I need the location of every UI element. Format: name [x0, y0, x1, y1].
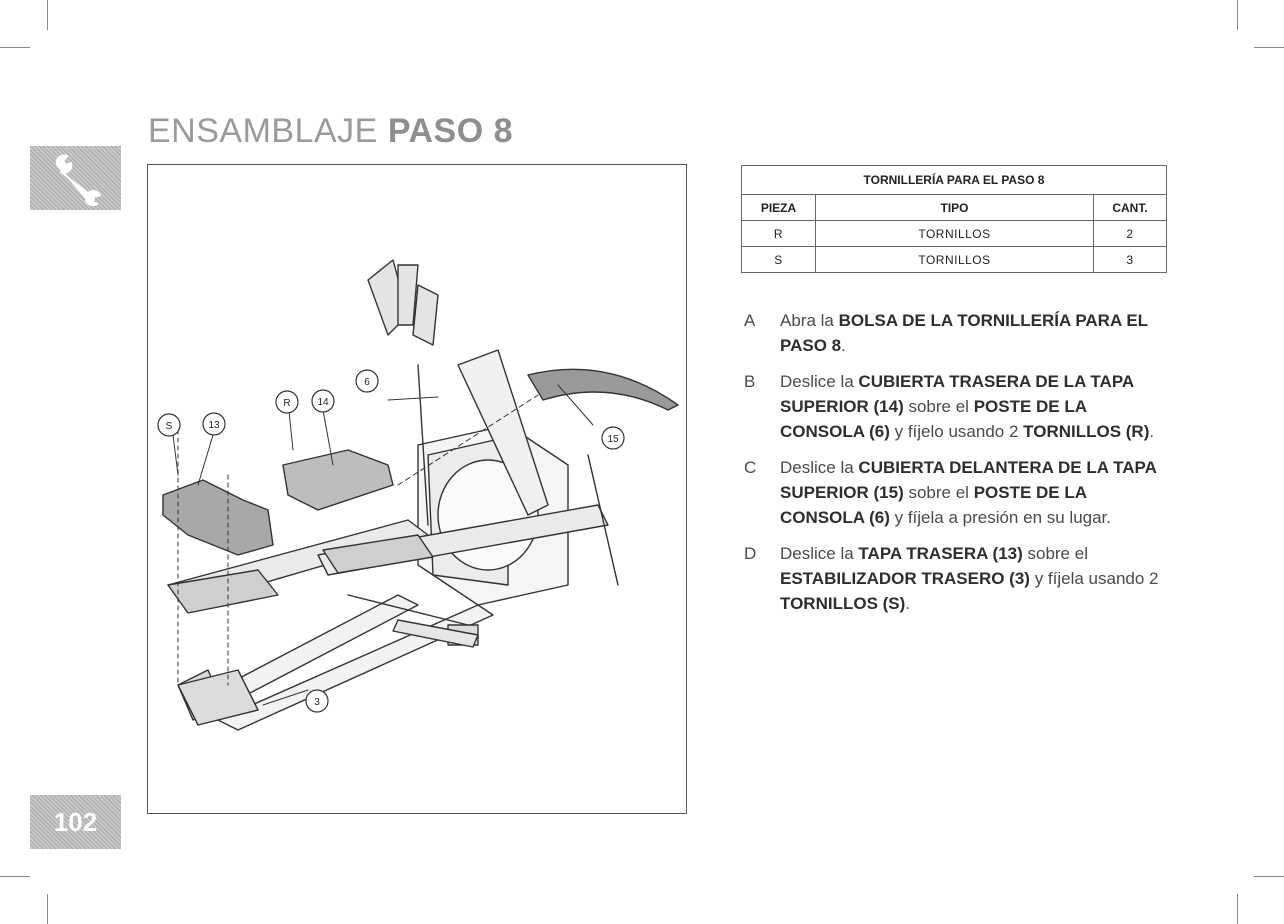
assembly-figure	[147, 164, 687, 814]
table-cell: TORNILLOS	[816, 221, 1094, 247]
callout-14: 14	[317, 397, 329, 408]
table-caption: TORNILLERÍA PARA EL PASO 8	[742, 166, 1167, 195]
page-number: 102	[30, 795, 121, 849]
column-header-tipo: TIPO	[816, 195, 1094, 221]
step-text: Deslice la CUBIERTA TRASERA DE LA TAPA SUPERIOR (14) sobre el POSTE DE LA CONSOLA (6) y fíjelo usando 2 TORNILLOS (R).	[780, 372, 1155, 441]
step-letter: B	[744, 372, 756, 391]
step-letter: D	[744, 544, 757, 563]
crop-mark	[47, 894, 48, 924]
callout-3: 3	[314, 697, 320, 708]
title-light: ENSAMBLAJE	[148, 112, 378, 150]
crop-mark	[1237, 894, 1238, 924]
hardware-table	[741, 165, 1167, 273]
table-cell: 3	[1094, 247, 1167, 273]
table-cell: S	[742, 247, 816, 273]
table-row	[742, 221, 1167, 247]
instruction-steps	[744, 308, 1164, 627]
crop-mark	[0, 876, 30, 877]
elliptical-illustration	[148, 165, 688, 815]
crop-mark	[1237, 0, 1238, 30]
step-letter: C	[744, 458, 757, 477]
callout-15: 15	[607, 434, 619, 445]
callout-13: 13	[208, 420, 220, 431]
step-text: Abra la BOLSA DE LA TORNILLERÍA PARA EL PASO 8.	[780, 311, 1148, 355]
title-bold: PASO 8	[387, 112, 513, 150]
page-title	[148, 112, 513, 151]
table-cell: TORNILLOS	[816, 247, 1094, 273]
step-letter: A	[744, 311, 756, 330]
step-text: Deslice la CUBIERTA DELANTERA DE LA TAPA SUPERIOR (15) sobre el POSTE DE LA CONSOLA (6) y fíjela a presión en su lugar.	[780, 458, 1157, 527]
crop-mark	[47, 0, 48, 30]
table-cell: R	[742, 221, 816, 247]
callout-6: 6	[364, 377, 370, 388]
callout-s: S	[165, 421, 173, 432]
step-c	[744, 455, 1164, 530]
column-header-pieza: PIEZA	[742, 195, 816, 221]
step-a	[744, 308, 1164, 358]
wrench-icon	[30, 146, 121, 210]
step-text: Deslice la TAPA TRASERA (13) sobre el ESTABILIZADOR TRASERO (3) y fíjela usando 2 TORNILLOS (S).	[780, 544, 1159, 613]
column-header-cant: CANT.	[1094, 195, 1167, 221]
table-row	[742, 247, 1167, 273]
callout-r: R	[283, 398, 291, 409]
crop-mark	[1254, 876, 1284, 877]
table-cell: 2	[1094, 221, 1167, 247]
step-d	[744, 541, 1164, 616]
section-tab	[30, 146, 121, 210]
step-b	[744, 369, 1164, 444]
crop-mark	[0, 47, 30, 48]
crop-mark	[1254, 47, 1284, 48]
